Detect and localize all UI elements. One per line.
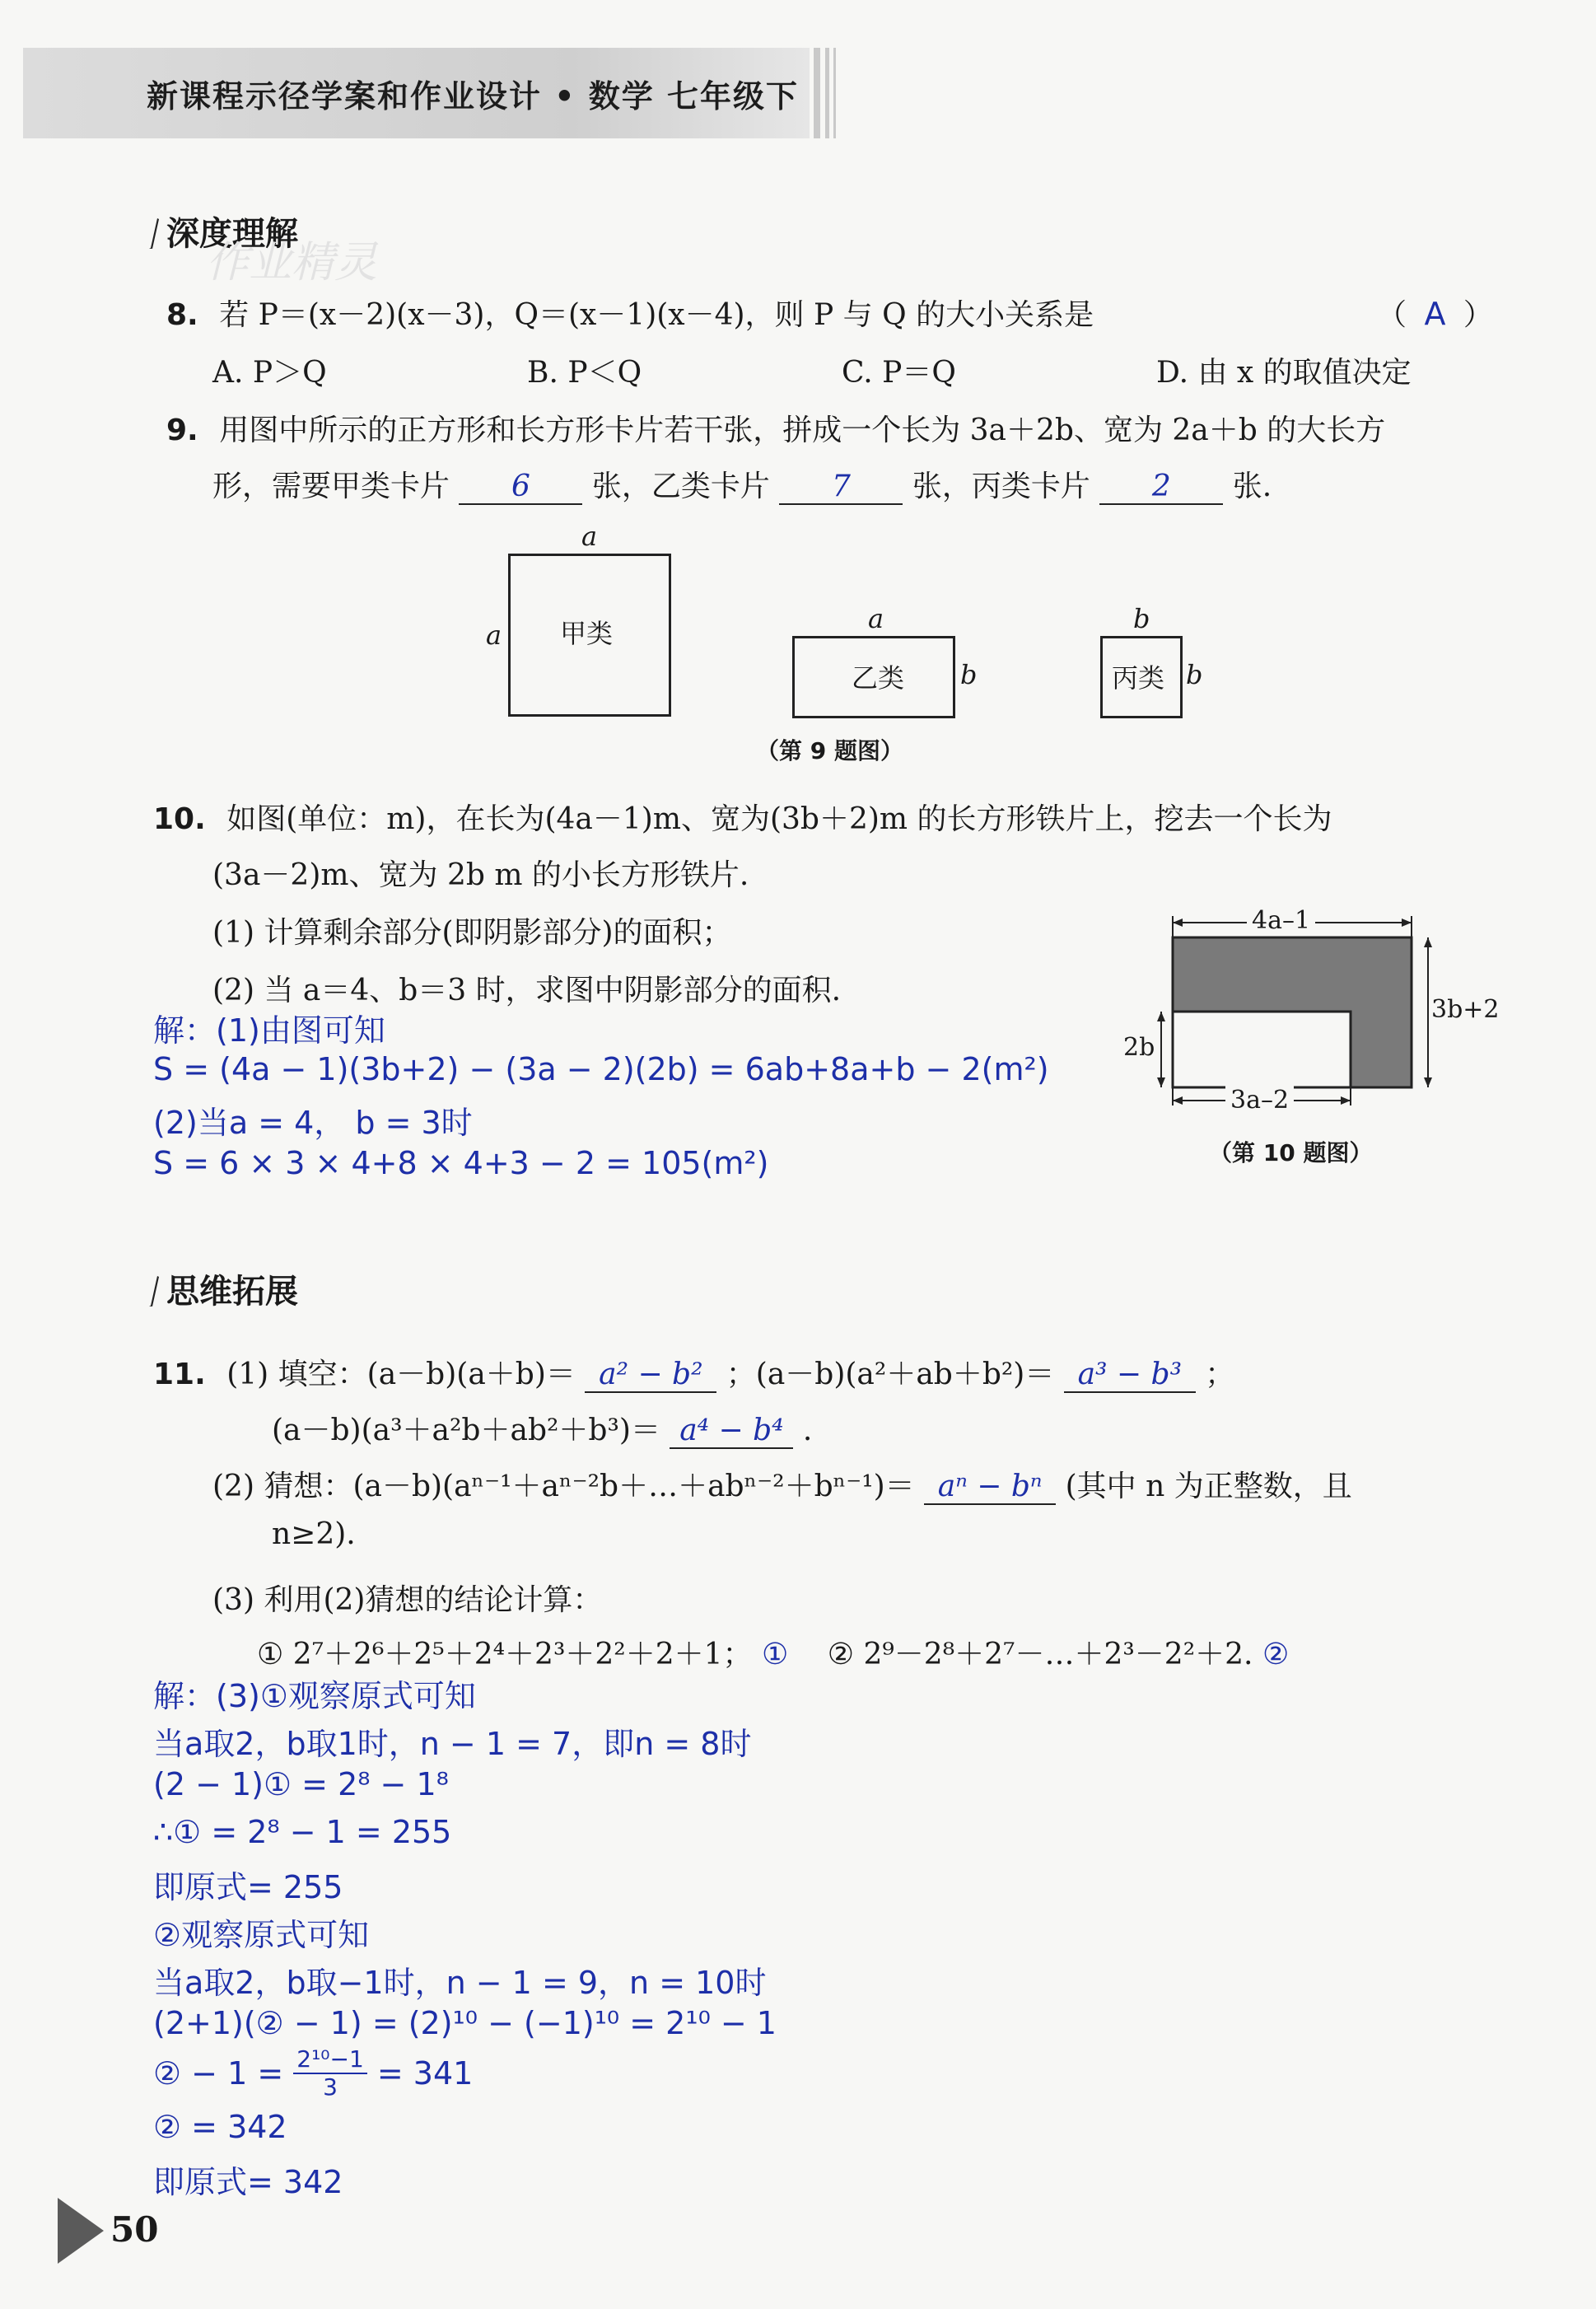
header-divider	[825, 48, 829, 138]
answer-choice: A	[1424, 296, 1446, 332]
question-11-part2-line1	[212, 1463, 1352, 1505]
watermark: 作业精灵	[206, 238, 378, 287]
question-text: 用图中所示的正方形和长方形卡片若干张，拼成一个长为 3a＋2b、宽为 2a＋b 的大长方	[219, 414, 1386, 447]
text: (a－b)(a³＋a²b＋ab²＋b³)＝	[272, 1414, 660, 1447]
text: (1) 填空：(a－b)(a＋b)＝	[226, 1358, 576, 1391]
text: (2) 猜想：(a－b)(aⁿ⁻¹＋aⁿ⁻²b＋…＋abⁿ⁻²＋bⁿ⁻¹)＝	[212, 1470, 915, 1503]
card-jia-label: 甲类	[560, 618, 614, 649]
dimension-label-right: 3b+2	[1431, 995, 1500, 1024]
arrowhead	[1173, 918, 1183, 927]
bracket-open: （	[1377, 298, 1407, 332]
pencil-icon	[148, 1273, 160, 1307]
question-11-part3: (3) 利用(2)猜想的结论计算：	[212, 1583, 603, 1617]
dimension-label: b	[1186, 659, 1203, 690]
text: 张，丙类卡片	[912, 470, 1090, 503]
solution-line: ∴① = 2⁸ − 1 = 255	[153, 1814, 452, 1850]
arrowhead	[1157, 1012, 1165, 1021]
answer-blank: aⁿ − bⁿ	[924, 1470, 1056, 1505]
dimension-label-bottom: 3a–2	[1225, 1086, 1294, 1115]
section-title-thinking-extension	[148, 1265, 298, 1312]
answer-blank: 2	[1099, 470, 1223, 505]
solution-line: 当a取2，b取−1时，n − 1 = 9，n = 10时	[153, 1965, 767, 2001]
solution-line: 解：(3)①观察原式可知	[153, 1678, 476, 1714]
text: ；(a－b)(a²＋ab＋b²)＝	[726, 1358, 1055, 1391]
card-yi-label: 乙类	[852, 662, 905, 694]
fraction-denominator: 3	[323, 2073, 338, 2101]
question-10-line1	[153, 796, 1332, 838]
card-bing-label: 丙类	[1112, 662, 1165, 694]
dimension-label: a	[868, 603, 884, 634]
answer-blank: 6	[459, 470, 582, 505]
dimension-label: b	[960, 659, 978, 690]
arrowhead	[1157, 1077, 1165, 1087]
arrowhead	[1341, 1096, 1351, 1105]
answer-mark: ②	[1262, 1638, 1290, 1671]
figure-10	[1120, 906, 1482, 1120]
fraction	[293, 2046, 367, 2101]
book-title: 新课程示径学案和作业设计 • 数学 七年级下	[147, 78, 799, 115]
dimension-label: a	[486, 619, 502, 651]
solution-line: S = (4a − 1)(3b+2) − (3a − 2)(2b) = 6ab+8a+b − 2(m²)	[153, 1051, 1049, 1087]
question-text: 如图(单位：m)，在长为(4a－1)m、宽为(3b＋2)m 的长方形铁片上，挖去一个长为	[226, 802, 1332, 836]
fraction-numerator: 2¹⁰−1	[293, 2046, 367, 2074]
question-number: 9.	[166, 414, 198, 447]
text: .	[802, 1414, 813, 1447]
question-9-line2	[212, 463, 1272, 505]
dimension-label: b	[1133, 603, 1150, 634]
option-a: A. P＞Q	[212, 356, 327, 390]
section-title-text: 深度理解	[166, 215, 298, 253]
question-11-part2-line2: n≥2).	[272, 1517, 356, 1551]
figure-caption: （第 9 题图）	[756, 737, 903, 764]
arrowhead	[1424, 937, 1432, 947]
question-10-part2: (2) 当 a＝4、b＝3 时，求图中阴影部分的面积.	[212, 974, 842, 1007]
question-number: 10.	[153, 802, 206, 836]
cutout-rectangle	[1173, 1012, 1351, 1087]
answer-blank: a² − b²	[585, 1358, 716, 1393]
solution-line: S = 6 × 3 × 4+8 × 4+3 − 2 = 105(m²)	[153, 1145, 769, 1181]
section-title-text: 思维拓展	[166, 1273, 298, 1311]
pencil-icon	[148, 215, 160, 250]
question-11-expressions	[257, 1631, 1289, 1673]
solution-line: (2+1)(② − 1) = (2)¹⁰ − (−1)¹⁰ = 2¹⁰ − 1	[153, 2005, 777, 2041]
expression-1: ① 2⁷＋2⁶＋2⁵＋2⁴＋2³＋2²＋2＋1；	[257, 1638, 753, 1671]
solution-line: (2)当a = 4， b = 3时	[153, 1105, 473, 1141]
option-b: B. P＜Q	[527, 356, 642, 390]
solution-line: ②观察原式可知	[153, 1917, 370, 1953]
text: ② − 1 =	[153, 2055, 294, 2092]
arrowhead	[1402, 918, 1412, 927]
solution-line: 即原式= 255	[153, 1869, 343, 1905]
question-text: 若 P＝(x－2)(x－3)，Q＝(x－1)(x－4)，则 P 与 Q 的大小关系是	[219, 298, 1094, 332]
solution-line: 即原式= 342	[153, 2164, 343, 2200]
question-8-answer-bracket	[1377, 292, 1493, 334]
solution-line: ② = 342	[153, 2109, 287, 2145]
dimension-label-left: 2b	[1123, 1033, 1155, 1062]
answer-blank: 7	[779, 470, 903, 505]
page-number: 50	[110, 2209, 159, 2250]
bracket-close: ）	[1463, 298, 1493, 332]
header-divider	[814, 48, 820, 138]
question-11-part1-line1	[153, 1351, 1234, 1393]
text: ；	[1205, 1358, 1235, 1391]
question-number: 8.	[166, 298, 198, 332]
expression-2: ② 2⁹－2⁸＋2⁷－…＋2³－2²＋2.	[827, 1638, 1253, 1671]
solution-line: 当a取2，b取1时，n − 1 = 7，即n = 8时	[153, 1726, 752, 1762]
text: 形，需要甲类卡片	[212, 470, 450, 503]
solution-fraction-line	[153, 2046, 473, 2101]
question-9-line1	[166, 407, 1385, 449]
question-10-line2: (3a－2)m、宽为 2b m 的小长方形铁片.	[212, 858, 749, 892]
answer-blank: a⁴ − b⁴	[670, 1414, 793, 1449]
arrowhead	[1424, 1077, 1432, 1087]
figure-caption: （第 10 题图）	[1209, 1139, 1373, 1166]
text: 张，乙类卡片	[591, 470, 770, 503]
answer-mark: ①	[762, 1638, 789, 1671]
option-c: C. P＝Q	[842, 356, 956, 390]
text: 张.	[1232, 470, 1272, 503]
arrowhead	[1173, 1096, 1183, 1105]
question-number: 11.	[153, 1358, 206, 1391]
answer-blank: a³ − b³	[1064, 1358, 1196, 1393]
solution-line: (2 − 1)① = 2⁸ − 1⁸	[153, 1766, 449, 1802]
dimension-label: a	[581, 521, 598, 552]
question-8-stem	[166, 292, 1094, 334]
solution-line: 解：(1)由图可知	[153, 1012, 385, 1049]
header-divider	[833, 48, 836, 138]
text: (其中 n 为正整数，且	[1065, 1470, 1352, 1503]
dimension-label-top: 4a–1	[1247, 906, 1315, 935]
text: = 341	[376, 2055, 474, 2092]
option-d: D. 由 x 的取值决定	[1156, 356, 1412, 390]
question-10-part1: (1) 计算剩余部分(即阴影部分)的面积；	[212, 916, 732, 950]
page-marker-triangle	[58, 2198, 107, 2264]
question-11-part1-line2	[272, 1407, 812, 1449]
